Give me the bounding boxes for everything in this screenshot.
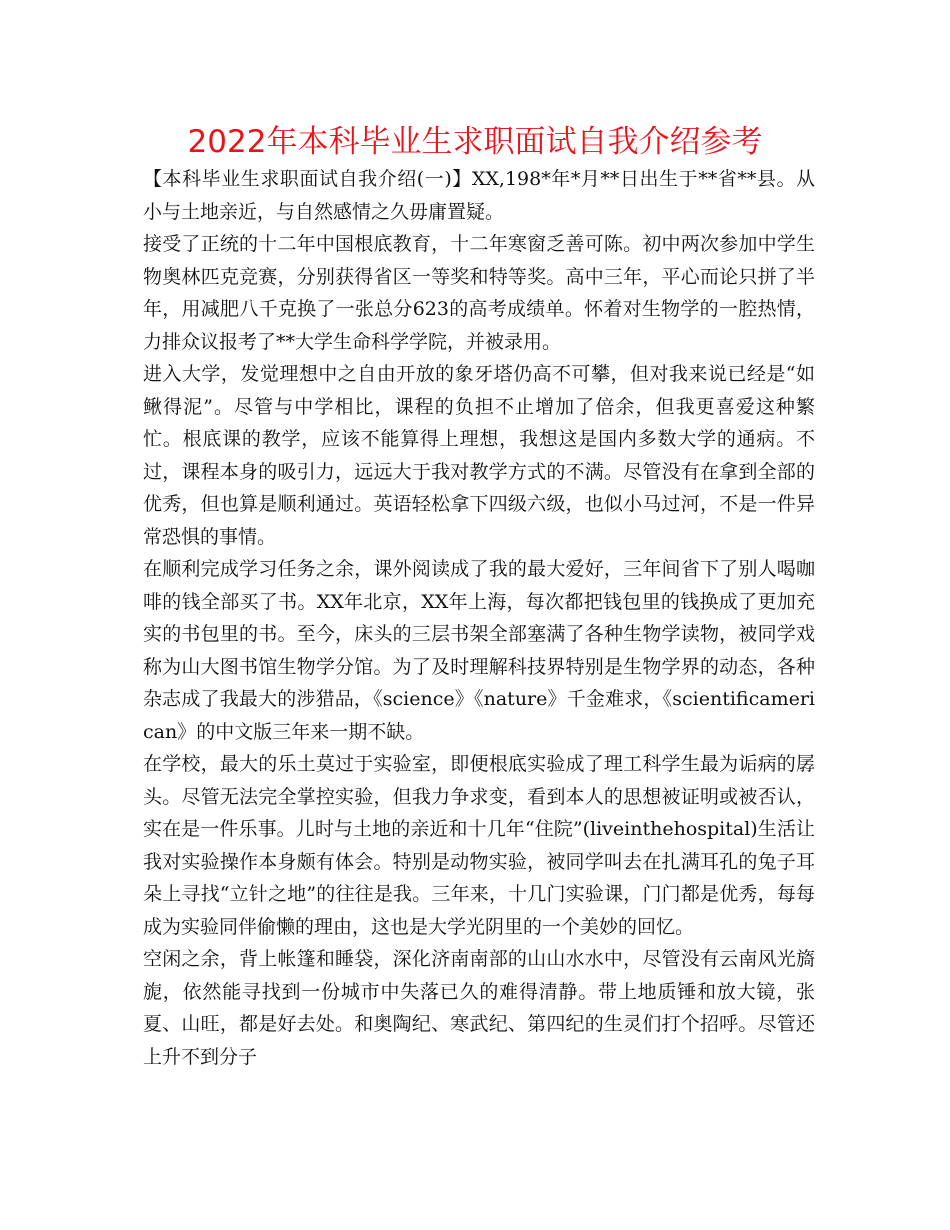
paragraph-5: 在学校，最大的乐土莫过于实验室，即便根底实验成了理工科学生最为诟病的孱头。尽管无法完全掌控实验，但我力争求变，看到本人的思想被证明或被否认，实在是一件乐事。儿时与土地的亲近和十几年“住院”(liveinthehospital)生活让我对实验操作本身颇有体会。特别是动物实验，被同学叫去在扎满耳孔的兔子耳朵上寻找“立针之地”的往往是我。三年来，十几门实验课，门门都是优秀，每每成为实验同伴偷懒的理由，这也是大学光阴里的一个美妙的回忆。 [143, 753, 815, 938]
paragraph-2: 接受了正统的十二年中国根底教育，十二年寒窗乏善可陈。初中两次参加中学生物奥林匹克竞赛，分别获得省区一等奖和特等奖。高中三年，平心而论只拼了半年，用减肥八千克换了一张总分623的高考成绩单。怀着对生物学的一腔热情，力排众议报考了**大学生命科学学院，并被录用。 [143, 233, 815, 353]
paragraph-6: 空闲之余，背上帐篷和睡袋，深化济南南部的山山水水中，尽管没有云南风光旖旎，依然能寻找到一份城市中失落已久的难得清静。带上地质锤和放大镜，张夏、山旺，都是好去处。和奥陶纪、寒武纪、第四纪的生灵们打个招呼。尽管还上升不到分子 [143, 948, 815, 1068]
document-body [143, 163, 815, 1073]
paragraph-4: 在顺利完成学习任务之余，课外阅读成了我的最大爱好，三年间省下了别人喝咖啡的钱全部买了书。XX年北京，XX年上海，每次都把钱包里的钱换成了更加充实的书包里的书。至今，床头的三层书架全部塞满了各种生物学读物，被同学戏称为山大图书馆生物学分馆。为了及时理解科技界特别是生物学界的动态，各种杂志成了我最大的涉猎品，《science》《nature》千金难求，《scientificamerican》的中文版三年来一期不缺。 [143, 558, 815, 743]
paragraph-3: 进入大学，发觉理想中之自由开放的象牙塔仍高不可攀，但对我来说已经是“如鳅得泥”。尽管与中学相比，课程的负担不止增加了倍余，但我更喜爱这种繁忙。根底课的教学，应该不能算得上理想，我想这是国内多数大学的通病。不过，课程本身的吸引力，远远大于我对教学方式的不满。尽管没有在拿到全部的优秀，但也算是顺利通过。英语轻松拿下四级六级，也似小马过河，不是一件异常恐惧的事情。 [143, 363, 815, 548]
paragraph-1: 【本科毕业生求职面试自我介绍(一)】XX,198*年*月**日出生于**省**县。从小与土地亲近，与自然感情之久毋庸置疑。 [143, 168, 815, 223]
document-title: 2022年本科毕业生求职面试自我介绍参考 [187, 124, 763, 160]
